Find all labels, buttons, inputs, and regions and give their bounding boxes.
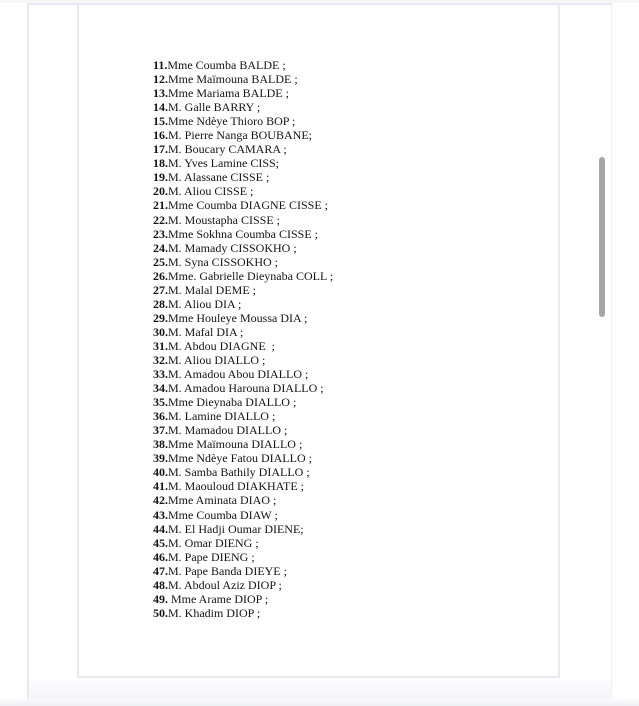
entry-name: M. Mamady CISSOKHO ; xyxy=(168,240,297,255)
list-item xyxy=(153,564,333,578)
entry-number: 42. xyxy=(153,493,168,508)
list-item xyxy=(153,255,333,269)
list-item xyxy=(153,550,333,564)
entry-number: 20. xyxy=(153,184,168,199)
list-item xyxy=(153,423,333,437)
entry-name: M. Alassane CISSE ; xyxy=(168,170,270,185)
panel-left-border xyxy=(27,3,29,706)
entry-name: Mme Coumba BALDE ; xyxy=(167,58,286,72)
entry-number: 38. xyxy=(153,437,168,452)
list-item xyxy=(153,437,333,451)
list-item xyxy=(153,128,333,142)
entry-name: Mme. Gabrielle Dieynaba COLL ; xyxy=(168,268,334,283)
entry-name: Mme Mariama BALDE ; xyxy=(168,86,289,101)
entry-name: M. Amadou Abou DIALLO ; xyxy=(168,367,309,382)
window-bottom-strip xyxy=(0,699,639,706)
list-item xyxy=(153,198,333,212)
entry-name: M. Pape DIENG ; xyxy=(168,549,255,564)
entry-number: 14. xyxy=(153,100,168,115)
list-item xyxy=(153,606,333,620)
entry-name: M. Moustapha CISSE ; xyxy=(168,212,281,227)
entry-name: M. Aliou CISSE ; xyxy=(168,184,254,199)
list-item xyxy=(153,339,333,353)
entry-number: 47. xyxy=(153,563,168,578)
list-item xyxy=(153,395,333,409)
list-item xyxy=(153,522,333,536)
list-item xyxy=(153,213,333,227)
entry-number: 27. xyxy=(153,282,168,297)
entry-number: 26. xyxy=(153,268,168,283)
list-item xyxy=(153,283,333,297)
list-item xyxy=(153,184,333,198)
entry-number: 40. xyxy=(153,465,168,480)
entry-name: Mme Aminata DIAO ; xyxy=(168,493,277,508)
entry-number: 13. xyxy=(153,86,168,101)
list-item xyxy=(153,451,333,465)
entry-number: 48. xyxy=(153,577,168,592)
entry-number: 16. xyxy=(153,128,168,143)
list-item xyxy=(153,367,333,381)
entry-number: 19. xyxy=(153,170,168,185)
entry-name: M. Samba Bathily DIALLO ; xyxy=(168,465,310,480)
list-item xyxy=(153,465,333,479)
list-item xyxy=(153,58,333,72)
entry-name: Mme Houleye Moussa DIA ; xyxy=(168,310,308,325)
list-item xyxy=(153,353,333,367)
entry-name: Mme Dieynaba DIALLO ; xyxy=(168,395,297,410)
list-item xyxy=(153,381,333,395)
list-item xyxy=(153,578,333,592)
entry-name: Mme Coumba DIAW ; xyxy=(168,507,278,522)
entry-name: M. Amadou Harouna DIALLO ; xyxy=(168,381,324,396)
list-item xyxy=(153,311,333,325)
list-item xyxy=(153,592,333,606)
entry-name: Mme Coumba DIAGNE CISSE ; xyxy=(168,198,328,213)
list-item xyxy=(153,325,333,339)
entry-number: 43. xyxy=(153,507,168,522)
entry-name: M. Aliou DIA ; xyxy=(168,296,242,311)
list-item xyxy=(153,227,333,241)
entry-name: M. Mamadou DIALLO ; xyxy=(168,423,288,438)
list-item xyxy=(153,297,333,311)
entry-name: M. Lamine DIALLO ; xyxy=(168,409,276,424)
entry-name: M. Khadim DIOP ; xyxy=(168,605,261,620)
entry-name: M. Omar DIENG ; xyxy=(168,535,259,550)
entry-name: Mme Ndèye Fatou DIALLO ; xyxy=(168,451,312,466)
list-item xyxy=(153,156,333,170)
entry-number: 31. xyxy=(153,338,168,353)
list-item xyxy=(153,86,333,100)
list-item xyxy=(153,170,333,184)
entry-name: Mme Sokhna Coumba CISSE ; xyxy=(168,226,319,241)
entry-number: 32. xyxy=(153,352,168,367)
entry-number: 33. xyxy=(153,367,168,382)
entry-name: Mme Maïmouna BALDE ; xyxy=(168,72,298,87)
list-item xyxy=(153,508,333,522)
entry-number: 17. xyxy=(153,142,168,157)
entry-name: M. Boucary CAMARA ; xyxy=(168,142,287,157)
entry-name: M. Mafal DIA ; xyxy=(168,324,244,339)
list-item xyxy=(153,536,333,550)
entry-number: 41. xyxy=(153,479,168,494)
entry-name: M. Malal DEME ; xyxy=(168,282,256,297)
list-item xyxy=(153,269,333,283)
entry-number: 18. xyxy=(153,156,168,171)
panel-right-border xyxy=(611,3,612,706)
entry-number: 36. xyxy=(153,409,168,424)
entry-number: 15. xyxy=(153,114,168,129)
entry-number: 37. xyxy=(153,423,168,438)
entry-number: 28. xyxy=(153,296,168,311)
entry-number: 29. xyxy=(153,310,168,325)
entry-number: 11. xyxy=(153,58,168,72)
entry-name: M. El Hadji Oumar DIENE; xyxy=(168,521,304,536)
vertical-scrollbar-thumb[interactable] xyxy=(599,157,605,317)
entry-number: 12. xyxy=(153,72,168,87)
list-item xyxy=(153,72,333,86)
entry-number: 50. xyxy=(153,605,168,620)
entry-number: 23. xyxy=(153,226,168,241)
entry-name: M. Yves Lamine CISS; xyxy=(168,156,280,171)
list-item xyxy=(153,241,333,255)
entry-number: 49. xyxy=(153,591,168,606)
entry-name: M. Abdou DIAGNE ; xyxy=(168,338,275,353)
entry-number: 30. xyxy=(153,324,168,339)
list-item xyxy=(153,142,333,156)
entry-number: 44. xyxy=(153,521,168,536)
entry-name: Mme Maïmouna DIALLO ; xyxy=(168,437,303,452)
list-item xyxy=(153,479,333,493)
entry-number: 24. xyxy=(153,240,168,255)
entry-name: M. Maouloud DIAKHATE ; xyxy=(168,479,304,494)
entry-name: M. Galle BARRY ; xyxy=(168,100,261,115)
entry-number: 45. xyxy=(153,535,168,550)
entry-number: 35. xyxy=(153,395,168,410)
list-item xyxy=(153,114,333,128)
entry-name: M. Pierre Nanga BOUBANE; xyxy=(168,128,312,143)
list-item xyxy=(153,409,333,423)
entry-number: 21. xyxy=(153,198,168,213)
entry-name: Mme Arame DIOP ; xyxy=(168,591,269,606)
document-page xyxy=(77,5,560,678)
entry-number: 39. xyxy=(153,451,168,466)
entry-name: M. Syna CISSOKHO ; xyxy=(168,254,279,269)
name-list xyxy=(153,58,333,620)
entry-name: M. Aliou DIALLO ; xyxy=(168,352,266,367)
entry-number: 34. xyxy=(153,381,168,396)
entry-name: Mme Ndèye Thioro BOP ; xyxy=(168,114,296,129)
entry-name: M. Abdoul Aziz DIOP ; xyxy=(168,577,282,592)
list-item xyxy=(153,100,333,114)
entry-number: 25. xyxy=(153,254,168,269)
entry-number: 46. xyxy=(153,549,168,564)
list-item xyxy=(153,493,333,507)
entry-number: 22. xyxy=(153,212,168,227)
entry-name: M. Pape Banda DIEYE ; xyxy=(168,563,287,578)
